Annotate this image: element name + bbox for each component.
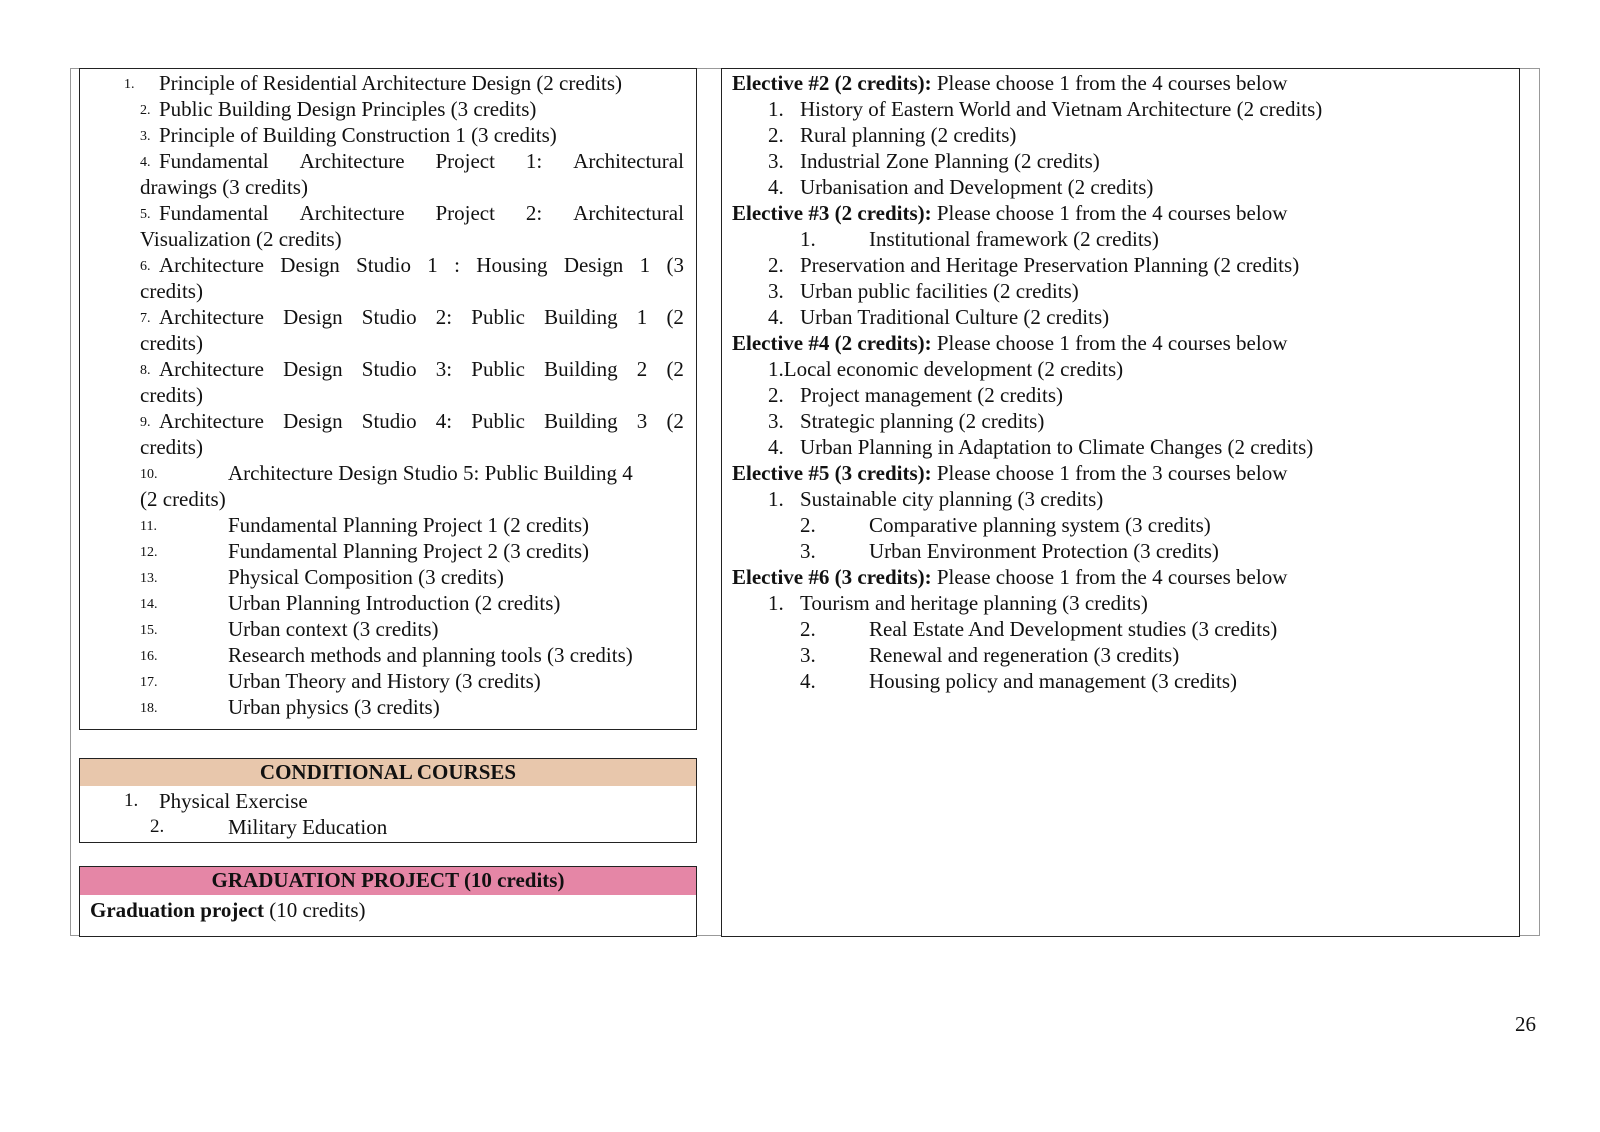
elective-4-title: Elective #4 (2 credits): — [732, 331, 932, 355]
word: Architecture — [299, 201, 405, 225]
list-number: 1. — [768, 487, 784, 511]
elective-item: Urban Planning in Adaptation to Climate Changes (2 credits) — [800, 435, 1314, 459]
word: Housing — [476, 253, 548, 277]
elective-3-instruction: Please choose 1 from the 4 courses below — [931, 201, 1288, 225]
list-number: 1. — [768, 97, 784, 121]
list-number: 1. — [124, 77, 135, 92]
elective-item: 1.Local economic development (2 credits) — [768, 357, 1124, 381]
word: Building — [544, 357, 618, 381]
elective-item: Housing policy and management (3 credits) — [869, 669, 1237, 693]
elective-item: Renewal and regeneration (3 credits) — [869, 643, 1180, 667]
word: 1 — [636, 305, 648, 329]
elective-item: Strategic planning (2 credits) — [800, 409, 1045, 433]
word: 1 — [639, 253, 651, 277]
course-item: Urban context (3 credits) — [228, 617, 439, 641]
list-number: 15. — [140, 623, 158, 638]
elective-2-title: Elective #2 (2 credits): — [732, 71, 932, 95]
conditional-item: Physical Exercise — [159, 789, 308, 813]
word: Studio — [361, 305, 417, 329]
word: 2: — [435, 305, 453, 329]
word: (2 — [666, 305, 684, 329]
word: Architecture — [159, 357, 264, 381]
course-item-continuation: credits) — [140, 383, 203, 407]
word: Project — [435, 201, 495, 225]
course-item-continuation: drawings (3 credits) — [140, 175, 308, 199]
word: : — [454, 253, 460, 277]
word: Architecture — [299, 149, 405, 173]
list-number: 4. — [768, 435, 784, 459]
elective-2-instruction: Please choose 1 from the 4 courses below — [931, 71, 1288, 95]
word: 3: — [435, 357, 453, 381]
course-item: Urban physics (3 credits) — [228, 695, 440, 719]
page-number: 26 — [1515, 1012, 1536, 1036]
word: Public — [471, 409, 525, 433]
word: Studio — [361, 409, 417, 433]
elective-item: Rural planning (2 credits) — [800, 123, 1017, 147]
elective-item: Preservation and Heritage Preservation Planning (2 credits) — [800, 253, 1300, 277]
list-number: 4. — [140, 155, 151, 170]
word: (2 — [666, 409, 684, 433]
elective-2-heading — [732, 70, 1287, 96]
elective-item: Sustainable city planning (3 credits) — [800, 487, 1104, 511]
list-number: 2. — [800, 617, 816, 641]
list-number: 12. — [140, 545, 158, 560]
course-item-justified — [159, 200, 684, 226]
course-item-continuation: credits) — [140, 435, 203, 459]
elective-5-title: Elective #5 (3 credits): — [732, 461, 932, 485]
elective-item: Urban Environment Protection (3 credits) — [869, 539, 1219, 563]
word: Building — [544, 305, 618, 329]
word: Architectural — [573, 149, 684, 173]
course-item-continuation: Visualization (2 credits) — [140, 227, 342, 251]
course-item-justified — [159, 356, 684, 382]
list-number: 18. — [140, 701, 158, 716]
elective-item: Real Estate And Development studies (3 credits) — [869, 617, 1278, 641]
list-number: 4. — [768, 305, 784, 329]
word: Design — [283, 357, 343, 381]
word: 1: — [525, 149, 543, 173]
list-number: 1. — [124, 790, 139, 811]
elective-item: Comparative planning system (3 credits) — [869, 513, 1211, 537]
list-number: 7. — [140, 311, 151, 326]
list-number: 2. — [768, 383, 784, 407]
course-item: Urban Theory and History (3 credits) — [228, 669, 541, 693]
list-number: 17. — [140, 675, 158, 690]
list-number: 3. — [768, 409, 784, 433]
conditional-item: Military Education — [228, 815, 388, 839]
word: 1 — [427, 253, 438, 277]
course-item: Urban Planning Introduction (2 credits) — [228, 591, 561, 615]
word: Design — [283, 409, 343, 433]
elective-item: Urban Traditional Culture (2 credits) — [800, 305, 1110, 329]
word: Architecture — [159, 253, 264, 277]
list-number: 3. — [140, 129, 151, 144]
word: (2 — [666, 357, 684, 381]
list-number: 5. — [140, 207, 151, 222]
elective-3-title: Elective #3 (2 credits): — [732, 201, 932, 225]
course-item: Physical Composition (3 credits) — [228, 565, 504, 589]
word: Studio — [356, 253, 411, 277]
word: Public — [471, 305, 525, 329]
list-number: 2. — [150, 816, 165, 837]
course-item-justified — [159, 304, 684, 330]
graduation-project-label: Graduation project — [90, 898, 265, 922]
list-number: 1. — [800, 227, 816, 251]
word: Design — [563, 253, 624, 277]
word: Project — [435, 149, 495, 173]
word: Studio — [361, 357, 417, 381]
list-number: 2. — [140, 103, 151, 118]
elective-item: Tourism and heritage planning (3 credits) — [800, 591, 1148, 615]
course-item-justified — [159, 408, 684, 434]
list-number: 2. — [768, 253, 784, 277]
list-number: 4. — [768, 175, 784, 199]
elective-item: Institutional framework (2 credits) — [869, 227, 1159, 251]
course-item-justified — [159, 148, 684, 174]
word: Architecture — [159, 305, 264, 329]
course-item-continuation: (2 credits) — [140, 487, 226, 511]
elective-item: Urbanisation and Development (2 credits) — [800, 175, 1154, 199]
elective-4-instruction: Please choose 1 from the 4 courses below — [931, 331, 1288, 355]
list-number: 9. — [140, 415, 151, 430]
word: Design — [283, 305, 343, 329]
course-item: Fundamental Planning Project 2 (3 credits) — [228, 539, 590, 563]
list-number: 3. — [768, 279, 784, 303]
list-number: 11. — [140, 519, 157, 534]
word: Building — [544, 409, 618, 433]
course-item: Principle of Residential Architecture Design (2 credits) — [159, 71, 623, 95]
list-number: 16. — [140, 649, 158, 664]
word: Architecture — [159, 409, 264, 433]
word: Fundamental — [159, 149, 269, 173]
course-item: Fundamental Planning Project 1 (2 credits) — [228, 513, 590, 537]
elective-item: Industrial Zone Planning (2 credits) — [800, 149, 1100, 173]
word: 3 — [636, 409, 648, 433]
list-number: 8. — [140, 363, 151, 378]
list-number: 6. — [140, 259, 151, 274]
elective-5-instruction: Please choose 1 from the 3 courses below — [931, 461, 1288, 485]
elective-6-title: Elective #6 (3 credits): — [732, 565, 932, 589]
conditional-courses-header: CONDITIONAL COURSES — [79, 758, 697, 788]
elective-item: Urban public facilities (2 credits) — [800, 279, 1079, 303]
word: Fundamental — [159, 201, 269, 225]
list-number: 2. — [800, 513, 816, 537]
word: (3 — [666, 253, 684, 277]
list-number: 3. — [800, 539, 816, 563]
course-item: Principle of Building Construction 1 (3 credits) — [159, 123, 557, 147]
list-number: 13. — [140, 571, 158, 586]
elective-4-heading — [732, 330, 1287, 356]
word: 2 — [636, 357, 648, 381]
word: 2: — [525, 201, 543, 225]
course-item-justified — [159, 252, 684, 278]
elective-6-heading — [732, 564, 1287, 590]
course-item-continuation: credits) — [140, 331, 203, 355]
list-number: 3. — [768, 149, 784, 173]
elective-item: Project management (2 credits) — [800, 383, 1063, 407]
course-item: Research methods and planning tools (3 credits) — [228, 643, 633, 667]
graduation-project-credits: (10 credits) — [264, 898, 366, 922]
elective-item: History of Eastern World and Vietnam Architecture (2 credits) — [800, 97, 1323, 121]
elective-3-heading — [732, 200, 1287, 226]
course-item: Public Building Design Principles (3 credits) — [159, 97, 537, 121]
word: Design — [280, 253, 340, 277]
word: 4: — [435, 409, 453, 433]
list-number: 1. — [768, 591, 784, 615]
list-number: 4. — [800, 669, 816, 693]
graduation-project-item — [90, 897, 366, 923]
course-item-continuation: credits) — [140, 279, 203, 303]
elective-5-heading — [732, 460, 1287, 486]
elective-6-instruction: Please choose 1 from the 4 courses below — [931, 565, 1288, 589]
list-number: 14. — [140, 597, 158, 612]
list-number: 10. — [140, 467, 158, 482]
list-number: 3. — [800, 643, 816, 667]
word: Architectural — [573, 201, 684, 225]
course-item: Architecture Design Studio 5: Public Building 4 — [228, 461, 633, 485]
word: Public — [471, 357, 525, 381]
list-number: 2. — [768, 123, 784, 147]
graduation-project-header: GRADUATION PROJECT (10 credits) — [79, 866, 697, 897]
